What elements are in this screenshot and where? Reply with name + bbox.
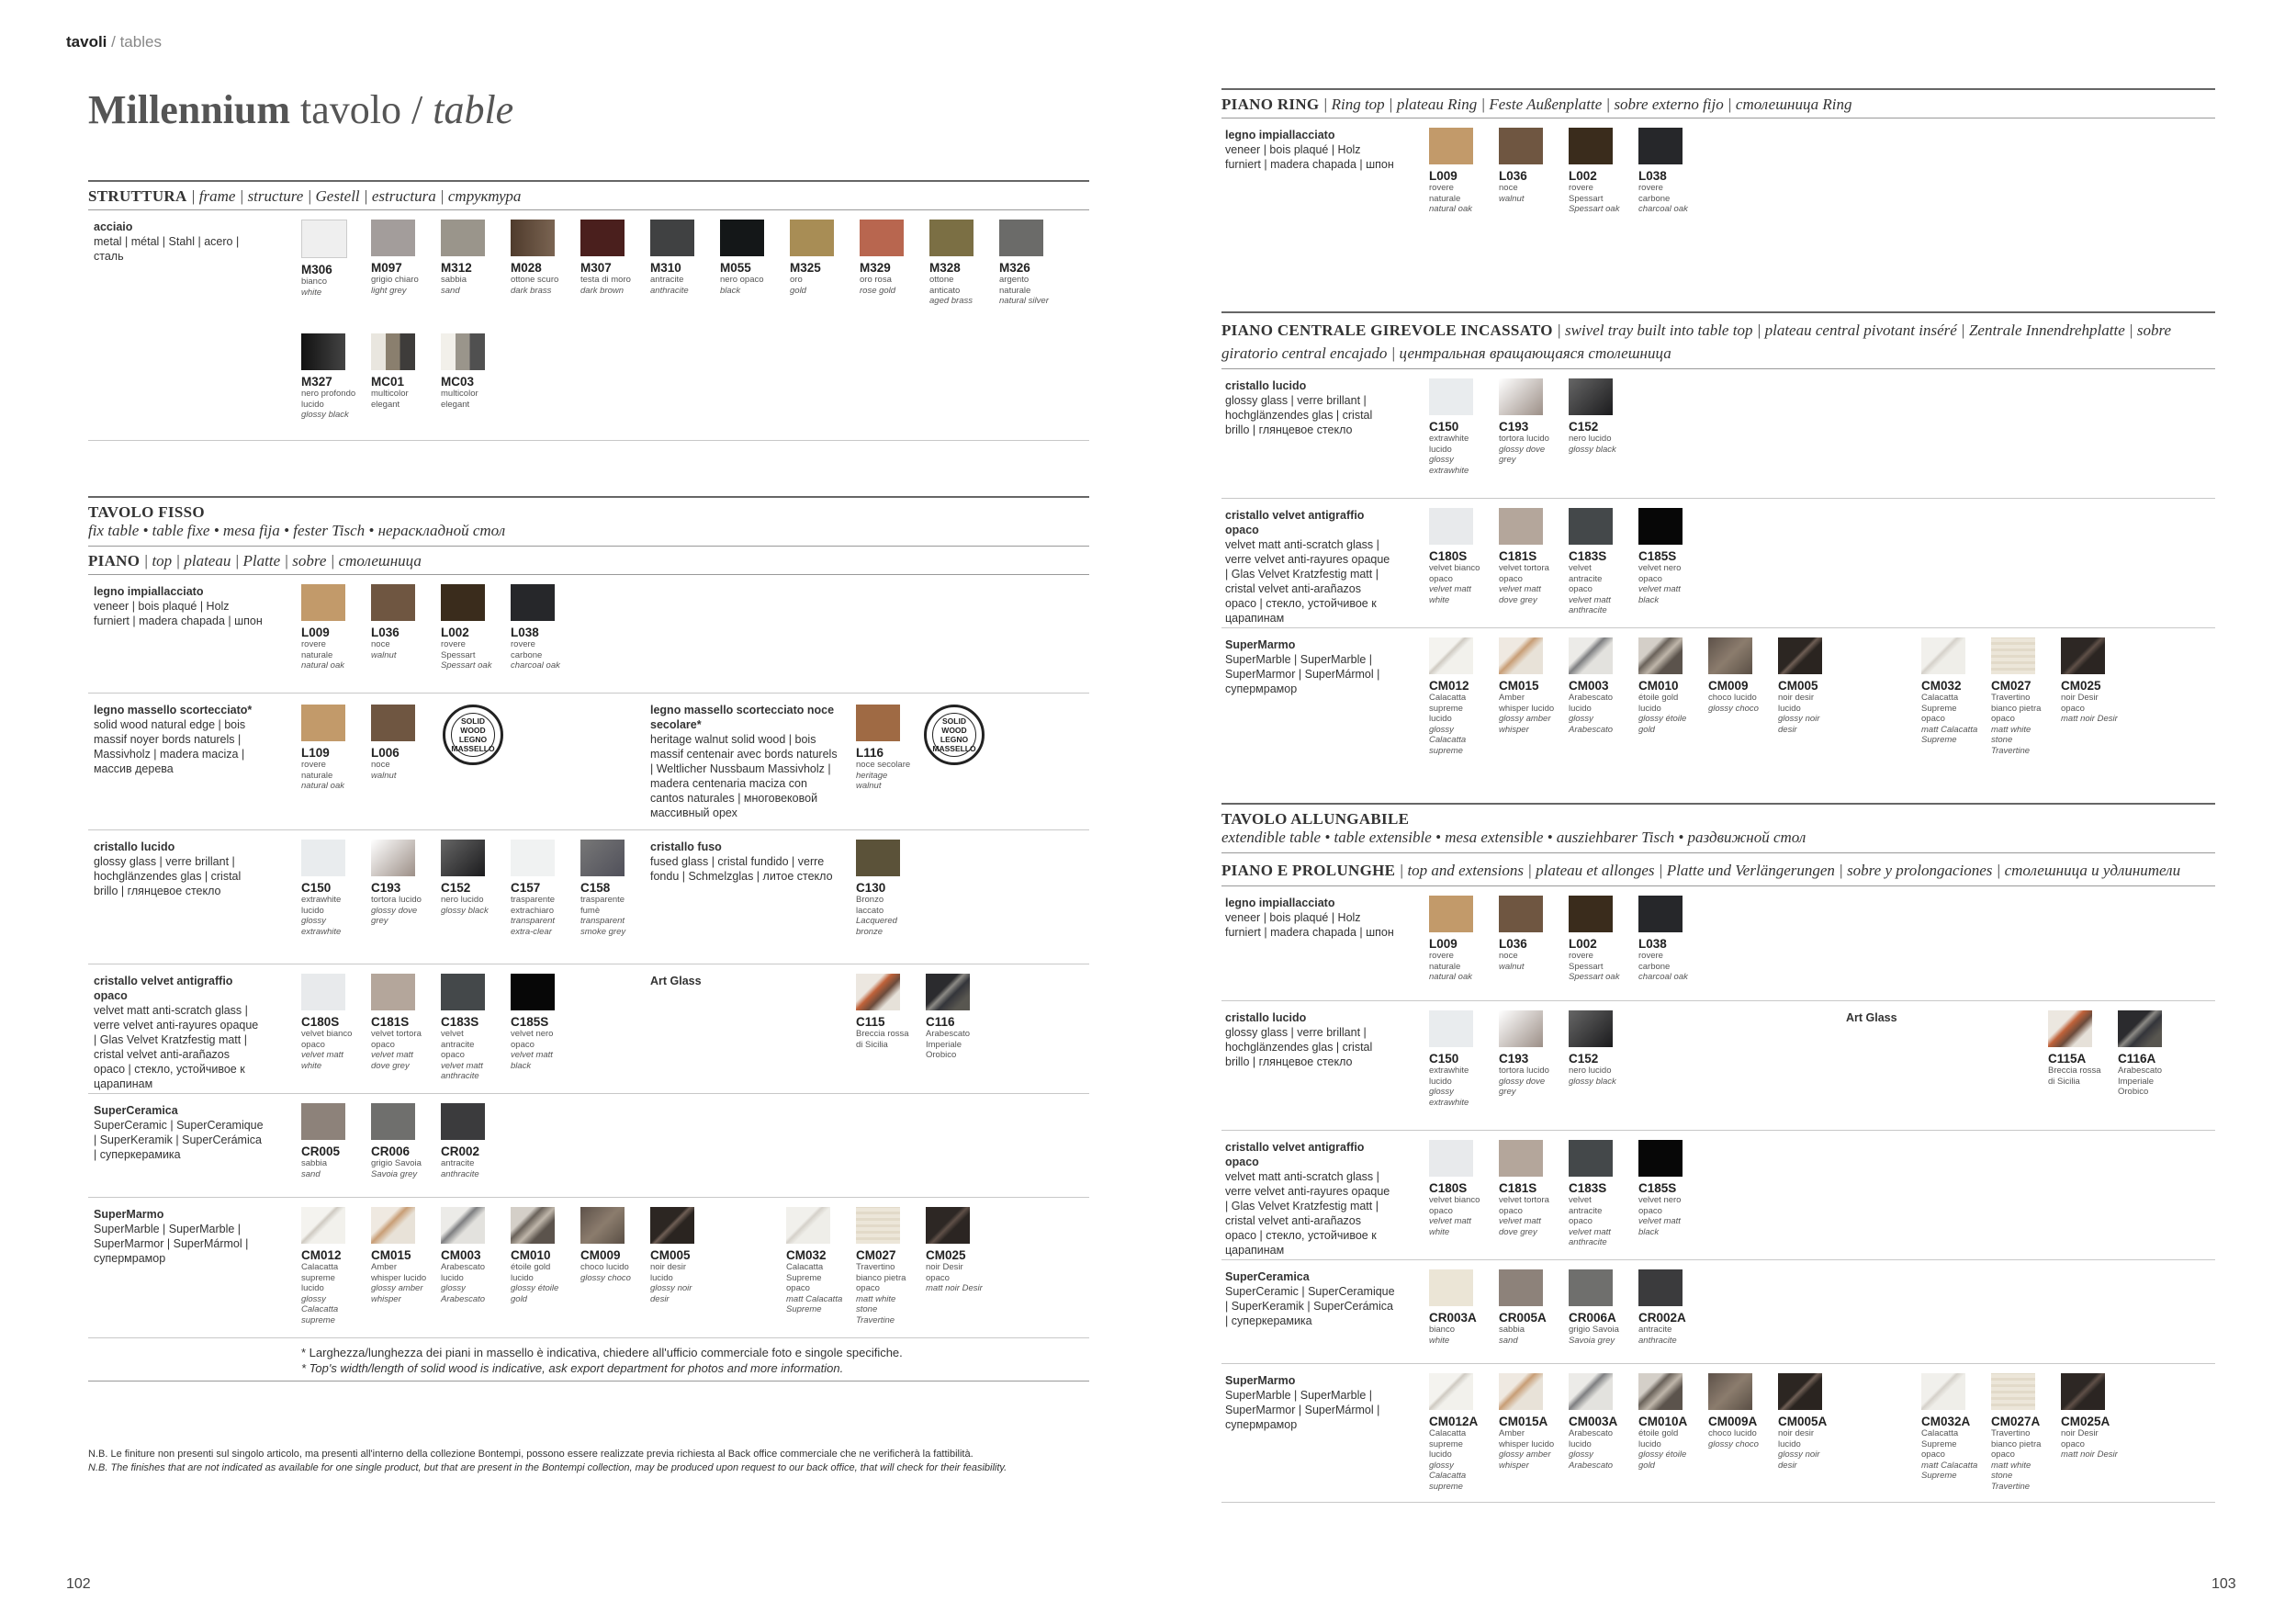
material-desc: cristallo lucido glossy glass | verre brillant | hochglänzendes glas | cristal brillo | глянцевое стекло bbox=[1225, 379, 1373, 436]
swatch[interactable]: C116A Arabescato Imperiale Orobico bbox=[2118, 1010, 2175, 1098]
swatch[interactable]: M307 testa di moro dark brown bbox=[580, 220, 637, 296]
swatch[interactable]: CM032A Calacatta Supreme opaco matt Calacatta Supreme bbox=[1921, 1373, 1978, 1482]
swatch[interactable]: CM012A Calacatta supreme lucido glossy Calacatta supreme bbox=[1429, 1373, 1486, 1492]
material-desc: cristallo lucido glossy glass | verre brillant | hochglänzendes glas | cristal brillo | глянцевое стекло bbox=[1225, 1011, 1373, 1068]
swatch[interactable]: CM027 Travertino bianco pietra opaco matt white stone Travertine bbox=[1991, 637, 2048, 756]
row-prol-velvet bbox=[1221, 1131, 2215, 1260]
row-prol-lucido bbox=[1221, 1001, 2215, 1131]
swatch[interactable]: CM027A Travertino bianco pietra opaco matt white stone Travertine bbox=[1991, 1373, 2048, 1492]
swatch[interactable]: MC03 multicolor elegant bbox=[441, 333, 498, 410]
material-desc: legno impiallacciato veneer | bois plaqué | Holz furniert | madera chapada | шпон bbox=[94, 585, 263, 627]
swatch[interactable]: M097 grigio chiaro light grey bbox=[371, 220, 428, 296]
swatch[interactable]: CR005 sabbia sand bbox=[301, 1103, 358, 1179]
swatch[interactable]: CM025A noir Desir opaco matt noir Desir bbox=[2061, 1373, 2118, 1460]
swatch[interactable]: CM015 Amber whisper lucido glossy amber whisper bbox=[371, 1207, 428, 1304]
swatch[interactable]: CM005A noir desir lucido glossy noir desir bbox=[1778, 1373, 1835, 1471]
swatch[interactable]: C183S velvet antracite opaco velvet matt anthracite bbox=[1569, 1140, 1626, 1248]
swatch[interactable]: L036 noce walnut bbox=[1499, 128, 1556, 204]
swatch[interactable]: M310 antracite anthracite bbox=[650, 220, 707, 296]
row-acciaio bbox=[88, 210, 1089, 441]
material-desc: cristallo fuso fused glass | cristal fundido | verre fondu | Schmelzglas | литое стекло bbox=[650, 840, 833, 883]
swatch[interactable]: CM009A choco lucido glossy choco bbox=[1708, 1373, 1765, 1449]
swatch[interactable]: L038 rovere carbone charcoal oak bbox=[511, 584, 568, 671]
solid-wood-badge-icon: SOLID WOOD LEGNO MASSELLO bbox=[924, 705, 985, 765]
note-en: * Top's width/length of solid wood is indicative, ask export department for photos and more information. bbox=[301, 1361, 844, 1375]
swatch[interactable]: C152 nero lucido glossy black bbox=[1569, 1010, 1626, 1087]
swatch[interactable]: CM009 choco lucido glossy choco bbox=[580, 1207, 637, 1283]
row-superceramica bbox=[88, 1094, 1089, 1198]
swatch[interactable]: CM025 noir Desir opaco matt noir Desir bbox=[926, 1207, 983, 1294]
swatch[interactable]: C115 Breccia rossa di Sicilia bbox=[856, 974, 913, 1050]
swatch[interactable]: M028 ottone scuro dark brass bbox=[511, 220, 568, 296]
swatch[interactable]: C158 trasparente fumè transparent smoke grey bbox=[580, 840, 637, 937]
material-desc: Art Glass bbox=[1846, 1011, 1897, 1024]
material-desc: cristallo velvet antigraffio opaco velvet matt anti-scratch glass | verre velvet anti-rayures opaque | Glas Velvet Kratzfestig matt | cristal velvet anti-arañazos opaco | стекло, устойчивое к царапинам bbox=[1225, 1141, 1390, 1257]
swatch[interactable]: C180S velvet bianco opaco velvet matt white bbox=[1429, 1140, 1486, 1237]
row-legno bbox=[88, 575, 1089, 694]
swatch[interactable]: CM003 Arabescato lucido glossy Arabescato bbox=[441, 1207, 498, 1304]
left-column bbox=[88, 180, 1089, 1382]
swatch[interactable]: C183S velvet antracite opaco velvet matt anthracite bbox=[441, 974, 498, 1082]
swatch[interactable]: L002 rovere Spessart Spessart oak bbox=[1569, 896, 1626, 983]
row-prol-marmo bbox=[1221, 1364, 2215, 1503]
swatch[interactable]: CM032 Calacatta Supreme opaco matt Calacatta Supreme bbox=[786, 1207, 843, 1315]
swatch[interactable]: M326 argento naturale natural silver bbox=[999, 220, 1056, 307]
row-prol-legno bbox=[1221, 886, 2215, 1001]
swatch[interactable]: CM009 choco lucido glossy choco bbox=[1708, 637, 1765, 714]
material-desc: legno impiallacciato veneer | bois plaqué | Holz furniert | madera chapada | шпон bbox=[1225, 897, 1394, 939]
row-girevole-lucido bbox=[1221, 369, 2215, 499]
material-desc: Art Glass bbox=[650, 975, 702, 987]
material-desc: SuperCeramica SuperCeramic | SuperCeramique | SuperKeramik | SuperCerámica | суперкерамика bbox=[94, 1104, 264, 1161]
solid-wood-badge-icon: SOLID WOOD LEGNO MASSELLO bbox=[443, 705, 503, 765]
right-column bbox=[1221, 88, 2215, 1503]
swatch[interactable]: CM005 noir desir lucido glossy noir desir bbox=[650, 1207, 707, 1304]
swatch[interactable]: M329 oro rosa rose gold bbox=[860, 220, 917, 296]
row-massello bbox=[88, 694, 1089, 830]
section-allungabile: TAVOLO ALLUNGABILE bbox=[1221, 810, 1410, 828]
swatch[interactable]: CM003A Arabescato lucido glossy Arabescato bbox=[1569, 1373, 1626, 1471]
swatch[interactable]: C185S velvet nero opaco velvet matt black bbox=[1638, 508, 1695, 605]
swatch[interactable]: C193 tortora lucido glossy dove grey bbox=[371, 840, 428, 927]
material-desc: SuperMarmo SuperMarble | SuperMarble | SuperMarmor | SuperMármol | супермрамор bbox=[94, 1208, 249, 1265]
swatch[interactable]: C185S velvet nero opaco velvet matt black bbox=[1638, 1140, 1695, 1237]
swatch[interactable]: CR003A bianco white bbox=[1429, 1269, 1486, 1346]
swatch[interactable]: L002 rovere Spessart Spessart oak bbox=[1569, 128, 1626, 215]
swatch[interactable]: C150 extrawhite lucido glossy extrawhite bbox=[1429, 378, 1486, 476]
swatch[interactable]: CM015 Amber whisper lucido glossy amber whisper bbox=[1499, 637, 1556, 735]
swatch[interactable]: CR006A grigio Savoia Savoia grey bbox=[1569, 1269, 1626, 1346]
row-velvet bbox=[88, 964, 1089, 1094]
row-cristallo-lucido bbox=[88, 830, 1089, 964]
tavolo-fisso-subtitle: fix table • table fixe • mesa fija • fester Tisch • нераскладной стол bbox=[88, 522, 506, 539]
swatch[interactable]: C183S velvet antracite opaco velvet matt anthracite bbox=[1569, 508, 1626, 616]
swatch[interactable]: C193 tortora lucido glossy dove grey bbox=[1499, 378, 1556, 466]
swatch[interactable]: M328 ottone anticato aged brass bbox=[929, 220, 986, 307]
note-it: * Larghezza/lunghezza dei piani in massello è indicativa, chiedere all'ufficio commerciale foto e singole specifiche. bbox=[301, 1346, 903, 1359]
swatch[interactable]: CM010A étoile gold lucido glossy étoile gold bbox=[1638, 1373, 1695, 1471]
swatch[interactable]: CM015A Amber whisper lucido glossy amber whisper bbox=[1499, 1373, 1556, 1471]
section-piano: PIANO | top | plateau | Platte | sobre | столешница bbox=[88, 552, 422, 570]
swatch[interactable]: M312 sabbia sand bbox=[441, 220, 498, 296]
swatch[interactable]: C150 extrawhite lucido glossy extrawhite bbox=[301, 840, 358, 937]
page-number-left: 102 bbox=[66, 1576, 91, 1592]
material-desc: cristallo velvet antigraffio opaco velvet matt anti-scratch glass | verre velvet anti-rayures opaque | Glas Velvet Kratzfestig matt | cristal velvet anti-arañazos opaco | стекло, устойчивое к царапинам bbox=[1225, 509, 1390, 625]
swatch[interactable]: L036 noce walnut bbox=[371, 584, 428, 660]
swatch[interactable]: L116 noce secolare heritage walnut bbox=[856, 705, 913, 792]
swatch[interactable]: CM003 Arabescato lucido glossy Arabescato bbox=[1569, 637, 1626, 735]
swatch[interactable]: L036 noce walnut bbox=[1499, 896, 1556, 972]
swatch[interactable]: C157 trasparente extrachiaro transparent extra-clear bbox=[511, 840, 568, 937]
swatch[interactable]: CM032 Calacatta Supreme opaco matt Calacatta Supreme bbox=[1921, 637, 1978, 746]
swatch[interactable]: C193 tortora lucido glossy dove grey bbox=[1499, 1010, 1556, 1098]
swatch[interactable]: M327 nero profondo lucido glossy black bbox=[301, 333, 358, 421]
material-desc: SuperMarmo SuperMarble | SuperMarble | SuperMarmor | SuperMármol | супермрамор bbox=[1225, 1374, 1380, 1431]
material-desc: legno massello scortecciato noce secolare* heritage walnut solid wood | bois massif centenair avec bords naturels | Weltlicher Nussbaum Massivholz | madera centenaria maciza con cantos naturales | многовековой массивный орех bbox=[650, 704, 838, 819]
swatch[interactable]: C130 Bronzo laccato Lacquered bronze bbox=[856, 840, 913, 937]
swatch[interactable]: CR002 antracite anthracite bbox=[441, 1103, 498, 1179]
swatch[interactable]: L009 rovere naturale natural oak bbox=[1429, 896, 1486, 983]
section-piano-ring: PIANO RING | Ring top | plateau Ring | Feste Außenplatte | sobre externo fijo | столешница Ring bbox=[1221, 96, 1852, 113]
swatch[interactable]: C152 nero lucido glossy black bbox=[1569, 378, 1626, 455]
swatch[interactable]: CR006 grigio Savoia Savoia grey bbox=[371, 1103, 428, 1179]
row-girevole-marmo bbox=[1221, 628, 2215, 766]
swatch[interactable]: C152 nero lucido glossy black bbox=[441, 840, 498, 916]
footnote: N.B. Le finiture non presenti sul singolo articolo, ma presenti all'interno della collezione Bontempi, possono essere realizzate previa richiesta al Back office commerciale che ne verificherà la fattibilità. N.B. The finishes that are not indicated as available for one single product, but that are present in the Bontempi collection, may be produced upon request to our back office, that will check for their feasibility. bbox=[88, 1449, 1007, 1473]
row-supermarmo bbox=[88, 1198, 1089, 1338]
section-prolunghe: PIANO E PROLUNGHE | top and extensions | plateau et allonges | Platte und Verlängerungen | sobre y prolongaciones | столешница и удлинители bbox=[1221, 862, 2181, 879]
swatch[interactable]: M306 bianco white bbox=[301, 220, 358, 298]
swatch[interactable]: L038 rovere carbone charcoal oak bbox=[1638, 896, 1695, 983]
swatch[interactable]: M325 oro gold bbox=[790, 220, 847, 296]
swatch[interactable]: M055 nero opaco black bbox=[720, 220, 777, 296]
swatch[interactable]: L109 rovere naturale natural oak bbox=[301, 705, 358, 792]
page-number-right: 103 bbox=[2212, 1576, 2236, 1592]
swatch[interactable]: L009 rovere naturale natural oak bbox=[1429, 128, 1486, 215]
material-desc: acciaio metal | métal | Stahl | acero | сталь bbox=[94, 220, 240, 263]
breadcrumb: tavoli / tables bbox=[66, 33, 162, 51]
swatch[interactable]: CM010 étoile gold lucido glossy étoile gold bbox=[511, 1207, 568, 1304]
swatch[interactable]: CM005 noir desir lucido glossy noir desir bbox=[1778, 637, 1835, 735]
material-desc: cristallo velvet antigraffio opaco velvet matt anti-scratch glass | verre velvet anti-rayures opaque | Glas Velvet Kratzfestig matt | cristal velvet anti-arañazos opaco | стекло, устойчивое к царапинам bbox=[94, 975, 259, 1090]
swatch[interactable]: C181S velvet tortora opaco velvet matt dove grey bbox=[1499, 508, 1556, 605]
section-girevole: PIANO CENTRALE GIREVOLE INCASSATO | swivel tray built into table top | plateau central pivotant inséré | Zentrale Innendrehplatte | sobre giratorio central encajado | центральная вращающаяся столешница bbox=[1221, 321, 2172, 362]
swatch[interactable]: C115A Breccia rossa di Sicilia bbox=[2048, 1010, 2105, 1087]
material-desc: legno massello scortecciato* solid wood natural edge | bois massif noyer bords naturels | Massivholz | madera maciza | массив дерева bbox=[94, 704, 253, 775]
swatch[interactable]: CM012 Calacatta supreme lucido glossy Calacatta supreme bbox=[1429, 637, 1486, 756]
row-ring-legno bbox=[1221, 118, 2215, 238]
swatch[interactable]: L006 noce walnut bbox=[371, 705, 428, 781]
swatch[interactable]: L009 rovere naturale natural oak bbox=[301, 584, 358, 671]
row-prol-ceramica bbox=[1221, 1260, 2215, 1364]
swatch[interactable]: L002 rovere Spessart Spessart oak bbox=[441, 584, 498, 671]
swatch[interactable]: C181S velvet tortora opaco velvet matt dove grey bbox=[1499, 1140, 1556, 1237]
allungabile-subtitle: extendible table • table extensible • mesa extensible • ausziehbarer Tisch • раздвижной стол bbox=[1221, 829, 1806, 846]
swatch[interactable]: C116 Arabescato Imperiale Orobico bbox=[926, 974, 983, 1061]
swatch[interactable]: CM010 étoile gold lucido glossy étoile gold bbox=[1638, 637, 1695, 735]
swatch[interactable]: C181S velvet tortora opaco velvet matt dove grey bbox=[371, 974, 428, 1071]
swatch[interactable]: C185S velvet nero opaco velvet matt black bbox=[511, 974, 568, 1071]
swatch[interactable]: CM027 Travertino bianco pietra opaco matt white stone Travertine bbox=[856, 1207, 913, 1325]
swatch[interactable]: CM025 noir Desir opaco matt noir Desir bbox=[2061, 637, 2118, 725]
page-title: Millennium tavolo / table bbox=[88, 87, 514, 132]
section-struttura: STRUTTURA | frame | structure | Gestell | estructura | структура bbox=[88, 187, 522, 205]
swatch[interactable]: C180S velvet bianco opaco velvet matt white bbox=[1429, 508, 1486, 605]
swatch[interactable]: CR005A sabbia sand bbox=[1499, 1269, 1556, 1346]
swatch[interactable]: C150 extrawhite lucido glossy extrawhite bbox=[1429, 1010, 1486, 1108]
material-desc: SuperMarmo SuperMarble | SuperMarble | SuperMarmor | SuperMármol | супермрамор bbox=[1225, 638, 1380, 695]
material-desc: legno impiallacciato veneer | bois plaqué | Holz furniert | madera chapada | шпон bbox=[1225, 129, 1394, 171]
swatch[interactable]: L038 rovere carbone charcoal oak bbox=[1638, 128, 1695, 215]
swatch[interactable]: MC01 multicolor elegant bbox=[371, 333, 428, 410]
swatch[interactable]: CR002A antracite anthracite bbox=[1638, 1269, 1695, 1346]
section-tavolo-fisso: TAVOLO FISSO bbox=[88, 503, 205, 521]
row-girevole-velvet bbox=[1221, 499, 2215, 628]
swatch[interactable]: C180S velvet bianco opaco velvet matt white bbox=[301, 974, 358, 1071]
material-desc: cristallo lucido glossy glass | verre brillant | hochglänzendes glas | cristal brillo | глянцевое стекло bbox=[94, 840, 242, 897]
swatch[interactable]: CM012 Calacatta supreme lucido glossy Calacatta supreme bbox=[301, 1207, 358, 1325]
material-desc: SuperCeramica SuperCeramic | SuperCeramique | SuperKeramik | SuperCerámica | суперкерамика bbox=[1225, 1270, 1395, 1327]
